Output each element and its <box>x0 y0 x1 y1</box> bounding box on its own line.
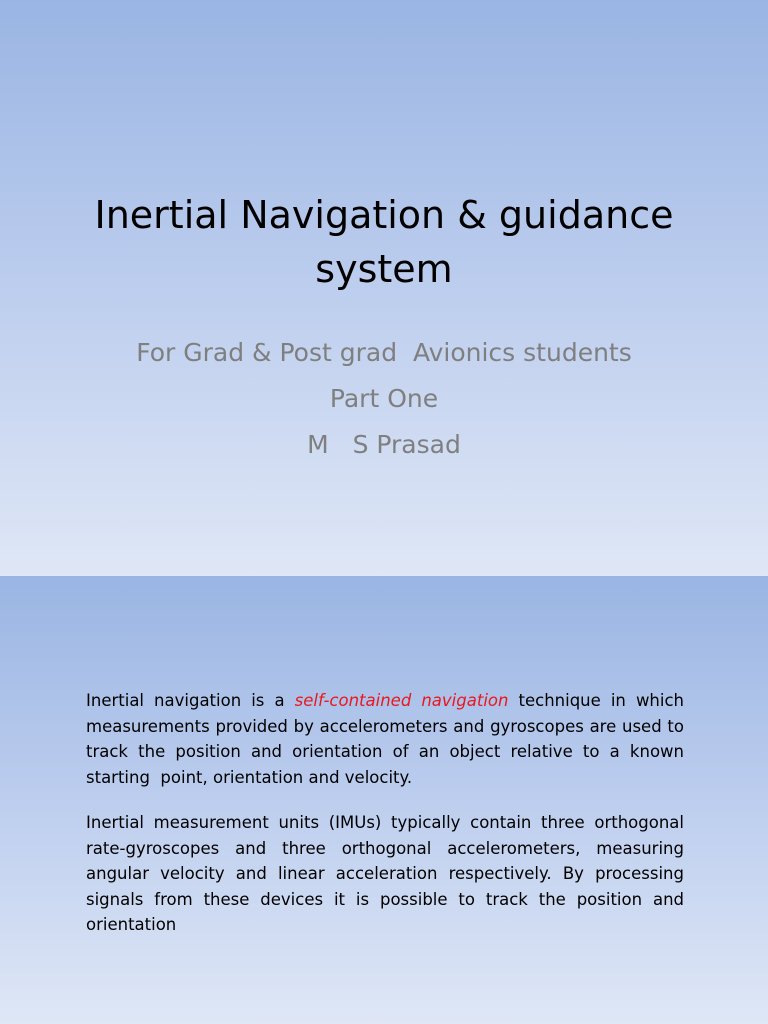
title-line-2: system <box>315 247 453 291</box>
subtitle-author: M S Prasad <box>307 430 461 459</box>
slide-body <box>86 688 690 958</box>
subtitle-audience: For Grad & Post grad Avionics students <box>136 338 632 367</box>
title-line-1: Inertial Navigation & guidance <box>94 193 674 237</box>
slide-subtitle <box>40 330 728 468</box>
subtitle-part: Part One <box>329 384 439 413</box>
highlight-term: self-contained navigation <box>294 691 509 710</box>
paragraph-imu: Inertial measurement units (IMUs) typically contain three orthogonal rate-gyroscopes and three orthogonal accelerometers, measuring angular velocity and linear acceleration respectively. By processing signals from these devices it is possible to track the position and orientation <box>86 813 684 934</box>
definition-text-start: Inertial navigation is a <box>86 691 295 710</box>
definition-text-end: technique in which measurements provided by accelerometers and gyroscopes are used to track the position and orientation of an object relative to a known starting point, orientation and velocity. <box>86 691 690 787</box>
slide-title <box>40 188 728 296</box>
paragraph-definition <box>86 688 690 790</box>
